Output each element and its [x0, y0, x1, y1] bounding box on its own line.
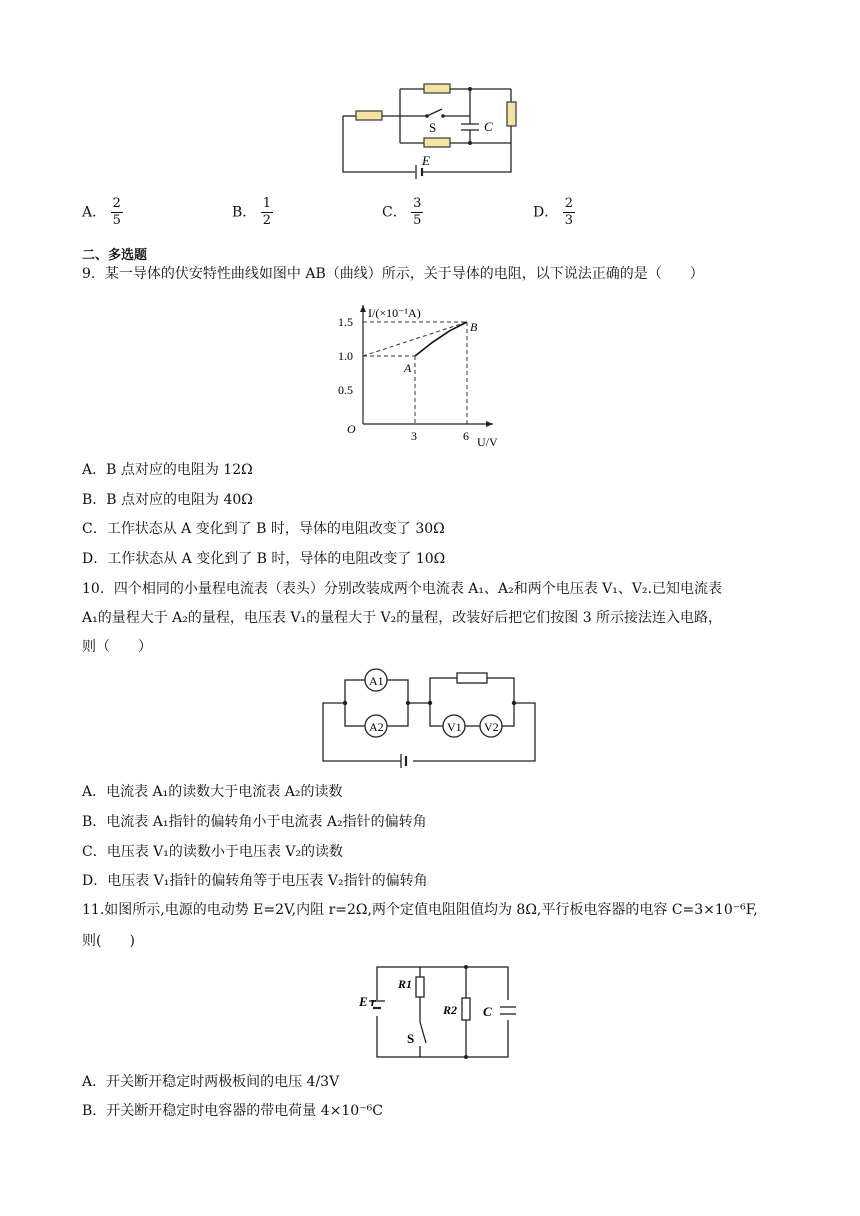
q10-stem-line2: A₁的量程大于 A₂的量程，电压表 V₁的量程大于 V₂的量程，改装好后把它们按图 3 所示接法连入电路， — [82, 610, 723, 626]
q9-option-a: A．B 点对应的电阻为 12Ω — [82, 462, 253, 478]
fraction-denominator: 5 — [112, 213, 121, 228]
q11-option-b: B．开关断开稳定时电容器的带电荷量 4×10⁻⁶C — [82, 1103, 383, 1119]
y-axis-arrow — [360, 305, 366, 312]
q10-option-a: A．电流表 A₁的读数大于电流表 A₂的读数 — [82, 784, 343, 800]
q8-switch-label: S — [429, 120, 437, 135]
y-tick-label: 1.0 — [338, 349, 353, 363]
q10-option-c: C．电压表 V₁的读数小于电压表 V₂的读数 — [82, 844, 344, 860]
x-axis-label: U/V — [477, 435, 498, 449]
fraction-denominator: 5 — [413, 213, 422, 228]
q10-option-b: B．电流表 A₁指针的偏转角小于电流表 A₂指针的偏转角 — [82, 814, 427, 830]
fraction-numerator: 2 — [564, 196, 573, 211]
q8-circuit-diagram — [330, 74, 530, 180]
q8-resistor-right — [507, 102, 516, 126]
fraction-denominator: 2 — [262, 213, 272, 228]
q10-ammeter-a2: A2 — [369, 720, 384, 734]
q10-ammeter-a1: A1 — [369, 674, 384, 688]
q8-source-label: E — [422, 153, 430, 168]
q8-option-b — [232, 196, 273, 229]
q8-option-d — [533, 196, 575, 229]
y-tick-label: 1.5 — [338, 315, 353, 329]
q8-option-b-fraction — [261, 196, 273, 229]
q11-capacitor-label: C — [483, 1004, 492, 1019]
q8-option-c-fraction — [411, 196, 423, 229]
fraction-numerator: 2 — [112, 196, 121, 211]
q8-option-c-label: C． — [382, 204, 407, 221]
point-label: B — [470, 320, 478, 334]
q10-circuit-diagram — [318, 664, 540, 770]
q10-voltmeter-v2: V2 — [484, 720, 499, 734]
fraction-denominator: 3 — [564, 213, 573, 228]
x-tick-label: 6 — [463, 429, 469, 443]
q8-capacitor-label: C — [484, 119, 493, 134]
q9-stem: 9．某一导体的伏安特性曲线如图中 AB（曲线）所示，关于导体的电阻，以下说法正确的是（ ） — [82, 266, 704, 282]
q11-switch-label: S — [407, 1031, 415, 1046]
fraction-numerator: 3 — [413, 196, 422, 211]
origin-label: O — [347, 422, 356, 436]
q11-option-a: A．开关断开稳定时两极板间的电压 4/3V — [82, 1074, 340, 1090]
fraction-numerator: 1 — [262, 196, 272, 211]
q10-option-d: D．电压表 V₁指针的偏转角等于电压表 V₂指针的偏转角 — [82, 873, 428, 889]
q11-source-label: E r — [359, 994, 376, 1009]
q11-stem-line2: 则( ) — [82, 933, 135, 949]
q8-option-a-fraction — [111, 196, 123, 229]
section-title: 二、多选题 — [82, 248, 148, 263]
q8-option-a — [82, 196, 123, 229]
q9-option-b: B．B 点对应的电阻为 40Ω — [82, 492, 253, 508]
q8-option-b-label: B． — [232, 204, 257, 221]
q9-option-d: D．工作状态从 A 变化到了 B 时，导体的电阻改变了 10Ω — [82, 551, 446, 567]
q10-voltmeter-v1: V1 — [447, 720, 462, 734]
q9-iv-chart — [330, 294, 530, 452]
q8-option-d-label: D． — [533, 204, 559, 221]
q8-option-c — [382, 196, 423, 229]
q11-r2-label: R2 — [443, 1003, 458, 1017]
dashed-chord — [363, 322, 467, 356]
point-label: A — [404, 361, 412, 375]
q8-option-a-label: A． — [82, 204, 107, 221]
y-tick-label: 0.5 — [338, 383, 353, 397]
q11-circuit-diagram — [355, 960, 520, 1062]
q8-resistor-bottom — [424, 138, 450, 147]
q10-stem-line3: 则（ ） — [82, 639, 152, 655]
q8-option-d-fraction — [563, 196, 575, 229]
q9-option-c: C．工作状态从 A 变化到了 B 时，导体的电阻改变了 30Ω — [82, 521, 445, 537]
q11-r1-label: R1 — [398, 977, 413, 991]
q8-resistor-top — [424, 84, 450, 93]
x-tick-label: 3 — [411, 429, 417, 443]
iv-curve — [415, 322, 467, 356]
x-axis-arrow — [486, 421, 493, 427]
q8-switch — [427, 109, 442, 116]
q10-stem-line1: 10．四个相同的小量程电流表（表头）分别改装成两个电流表 A₁、A₂和两个电压表 V₁、V₂.已知电流表 — [82, 581, 723, 597]
q8-resistor-left — [356, 111, 382, 120]
y-axis-label: I/(×10⁻¹A) — [368, 306, 421, 320]
q11-stem-line1: 11.如图所示,电源的电动势 E=2V,内阻 r=2Ω,两个定值电阻阻值均为 8Ω,平行板电容器的电容 C=3×10⁻⁶F, — [82, 902, 758, 918]
